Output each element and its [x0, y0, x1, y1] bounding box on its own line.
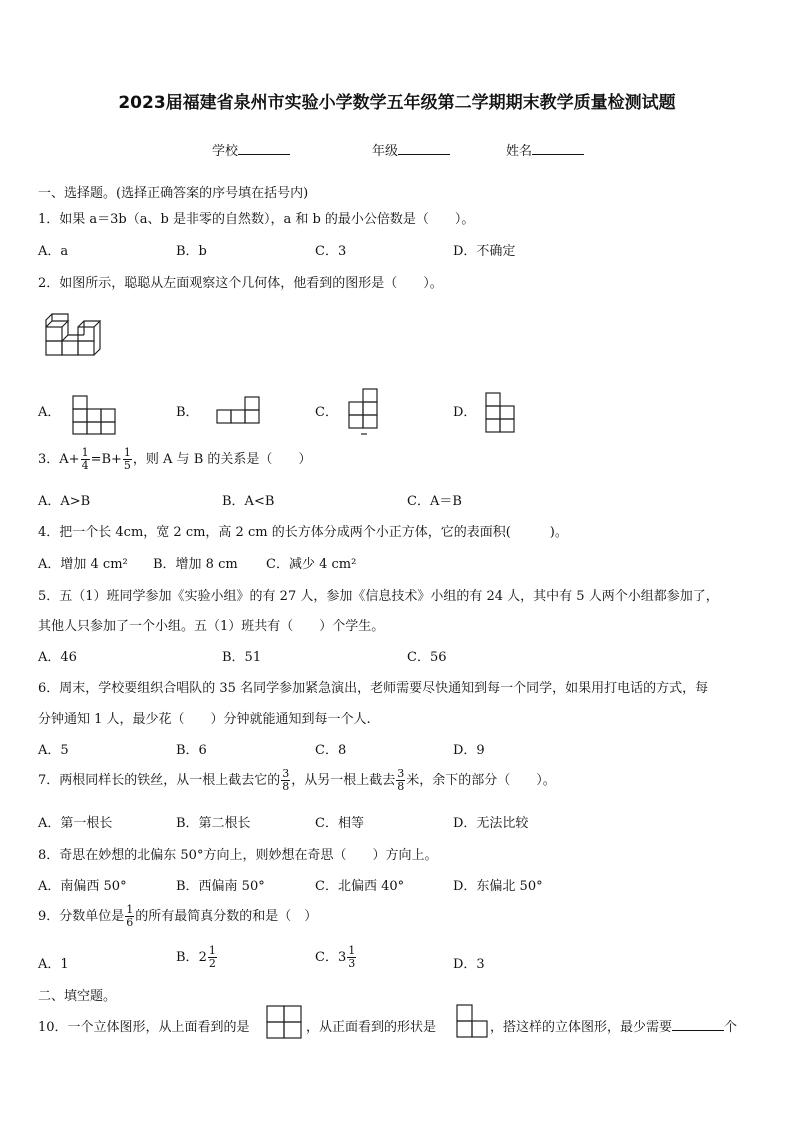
q7-option-a[interactable]: A．第一根长 [38, 816, 113, 831]
answer-blank[interactable] [672, 1018, 724, 1031]
name-field[interactable]: 姓名 [506, 140, 584, 159]
q1-option-d[interactable]: D．不确定 [453, 244, 516, 259]
q8-option-c[interactable]: C．北偏西 40° [315, 879, 405, 894]
q1-option-c[interactable]: C．3 [315, 244, 347, 259]
q1-option-a[interactable]: A．a [38, 244, 69, 259]
fraction-1-6: $\frac{1}{6}$ [126, 903, 134, 929]
q8-option-d[interactable]: D．东偏北 50° [453, 879, 543, 894]
q3-option-b[interactable]: B．A<B [222, 494, 275, 509]
q3-option-a[interactable]: A．A>B [38, 494, 91, 509]
q2-option-a[interactable]: A． [38, 405, 61, 420]
question-5-line-1: 5．五（1）班同学参加《实验小组》的有 27 人，参加《信息技术》小组的有 24 人，其中有 5 人两个小组都参加了， [38, 589, 719, 604]
fraction-3-8: $\frac{3}{8}$ [282, 767, 290, 793]
question-8: 8．奇思在妙想的北偏东 50°方向上，则妙想在奇思（ ）方向上。 [38, 848, 438, 863]
top-view-figure [266, 1005, 302, 1039]
option-a-figure [72, 395, 116, 435]
q6-option-b[interactable]: B．6 [176, 743, 207, 758]
q8-option-b[interactable]: B．西偏南 50° [176, 879, 265, 894]
question-10-suffix: ，搭这样的立体图形，最少需要 个 [490, 1020, 738, 1035]
question-10-prefix: 10．一个立体图形，从上面看到的是 [38, 1020, 250, 1035]
q5-option-b[interactable]: B．51 [222, 650, 262, 665]
option-c-figure [348, 388, 378, 436]
question-6-line-1: 6．周末，学校要组织合唱队的 35 名同学参加紧急演出，老师需要尽快通知到每一个同学，如果用打电话的方式，每 [38, 681, 709, 696]
q3-option-c[interactable]: C．A＝B [407, 494, 462, 509]
fraction-1-4: $\frac{1}{4}$ [81, 446, 89, 472]
q8-option-a[interactable]: A．南偏西 50° [38, 879, 127, 894]
q2-option-d[interactable]: D． [453, 405, 477, 420]
question-1: 1．如果 a＝3b（a、b 是非零的自然数），a 和 b 的最小公倍数是（ ）。 [38, 212, 475, 227]
school-field[interactable]: 学校 [212, 140, 290, 159]
q6-option-a[interactable]: A．5 [38, 743, 69, 758]
q9-option-d[interactable]: D．3 [453, 957, 485, 972]
fraction-3-8-meters: $\frac{3}{8}$ [397, 767, 405, 793]
page-title: 2023届福建省泉州市实验小学数学五年级第二学期期末教学质量检测试题 [118, 93, 676, 113]
q5-option-a[interactable]: A．46 [38, 650, 77, 665]
option-b-figure [216, 396, 260, 424]
front-view-figure [456, 1004, 488, 1038]
q1-option-b[interactable]: B．b [176, 244, 207, 259]
q2-option-c[interactable]: C． [315, 405, 338, 420]
question-5-line-2: 其他人只参加了一个小组。五（1）班共有（ ）个学生。 [38, 619, 385, 634]
question-7: 7．两根同样长的铁丝，从一根上截去它的 $\frac{3}{8}$ ，从另一根上截去 $\frac{3}{8}$ 米，余下的部分（ ）。 [38, 767, 556, 793]
q2-option-b[interactable]: B． [176, 405, 199, 420]
q4-option-b[interactable]: B．增加 8 cm [153, 557, 238, 572]
grade-field[interactable]: 年级 [372, 140, 450, 159]
q4-option-a[interactable]: A．增加 4 cm² [38, 557, 128, 572]
q9-option-c[interactable]: C． 3 $\frac{1}{3}$ [315, 944, 356, 970]
section-heading-2: 二、填空题。 [38, 989, 117, 1004]
question-2: 2．如图所示，聪聪从左面观察这个几何体，他看到的图形是（ ）。 [38, 276, 443, 291]
section-heading: 一、选择题。(选择正确答案的序号填在括号内) [38, 186, 309, 201]
question-6-line-2: 分钟通知 1 人，最少花（ ）分钟就能通知到每一个人. [38, 712, 371, 727]
q9-option-b[interactable]: B． 2 $\frac{1}{2}$ [176, 944, 216, 970]
question-3: 3．A+ $\frac{1}{4}$ =B+ $\frac{1}{5}$ ，则 A 与 B 的关系是（ ） [38, 446, 312, 472]
q7-option-d[interactable]: D．无法比较 [453, 816, 529, 831]
question-4: 4．把一个长 4cm，宽 2 cm，高 2 cm 的长方体分成两个小正方体，它的表面积( )。 [38, 525, 568, 540]
q5-option-c[interactable]: C．56 [407, 650, 447, 665]
q7-option-b[interactable]: B．第二根长 [176, 816, 251, 831]
q6-option-c[interactable]: C．8 [315, 743, 347, 758]
fraction-1-5: $\frac{1}{5}$ [123, 446, 131, 472]
cube-stack-figure [44, 312, 100, 360]
q9-option-a[interactable]: A．1 [38, 957, 69, 972]
q6-option-d[interactable]: D．9 [453, 743, 485, 758]
option-d-figure [485, 392, 515, 436]
q7-option-c[interactable]: C．相等 [315, 816, 364, 831]
question-10-middle: ，从正面看到的形状是 [306, 1020, 437, 1035]
q4-option-c[interactable]: C．减少 4 cm² [266, 557, 357, 572]
question-9: 9．分数单位是 $\frac{1}{6}$ 的所有最简真分数的和是（ ） [38, 903, 318, 929]
